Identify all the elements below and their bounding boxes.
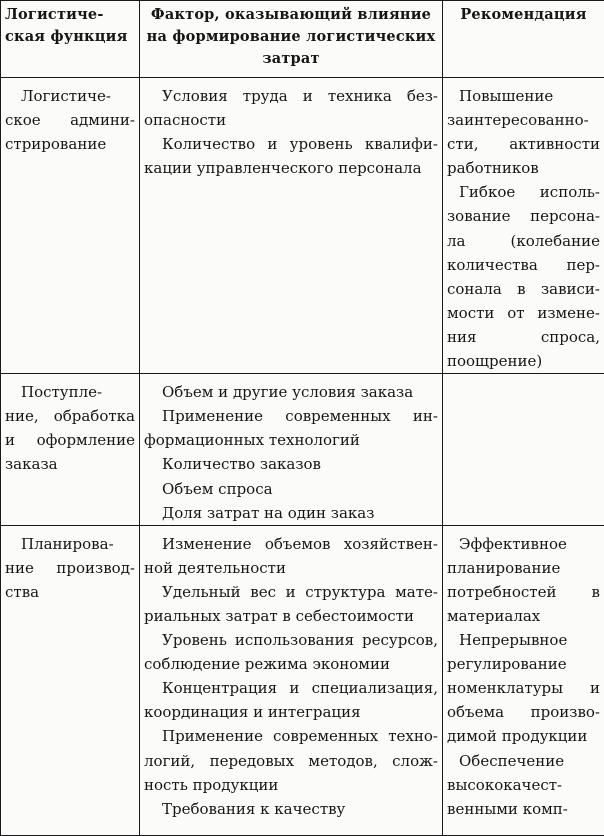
factor-item: Количество заказов [144,452,438,476]
factor-item: Объем и другие условия заказа [144,380,438,404]
header-recommendation: Рекомендация [443,1,604,78]
factor-item: Условия труда и техника без-опасности [144,84,438,132]
recommendation-item: Обеспечение высококачест-венными комп- [447,749,600,821]
header-logistic-function: Логистиче-ская функция [1,1,140,78]
factors-cell [140,374,443,526]
factor-item: Концентрация и специализация, координация и интеграция [144,676,438,724]
function-text: Логистиче-ское админи-стрирование [5,84,135,156]
function-text: Планирова-ние производ-ства [5,532,135,604]
table-row [1,374,604,526]
factors-cell [140,78,443,374]
factor-item: Уровень использования ресурсов, соблюдение режима экономии [144,628,438,676]
recommendation-item: Гибкое исполь-зование персона-ла (колебание количества пер-сонала в зависи-мости от измене-ния спроса, поощрение) [447,180,600,373]
function-cell [1,374,140,526]
factors-cell [140,525,443,835]
recommendation-cell [443,374,604,526]
table-row [1,525,604,835]
table-row [1,78,604,374]
recommendation-cell [443,78,604,374]
factor-item: Удельный вес и структура мате-риальных затрат в себестоимости [144,580,438,628]
table-header-row [1,1,604,78]
factor-item: Требования к качеству [144,797,438,821]
recommendation-cell [443,525,604,835]
header-cost-factor: Фактор, оказывающий влияние на формирование логистических затрат [140,1,443,78]
recommendation-item: Эффективное планирование потребностей в материалах [447,532,600,628]
factor-item: Изменение объемов хозяйствен-ной деятельности [144,532,438,580]
function-text: Поступле-ние, обработка и оформление заказа [5,380,135,476]
factor-item: Применение современных ин-формационных технологий [144,404,438,452]
recommendation-item: Повышение заинтересованно-сти, активности работников [447,84,600,180]
function-cell [1,525,140,835]
factor-item: Доля затрат на один заказ [144,501,438,525]
recommendation-item: Непрерывное регулирование номенклатуры и объема произво-димой продукции [447,628,600,748]
function-cell [1,78,140,374]
factor-item: Объем спроса [144,477,438,501]
factor-item: Количество и уровень квалифи-кации управленческого персонала [144,132,438,180]
factor-item: Применение современных техно-логий, передовых методов, слож-ность продукции [144,724,438,796]
